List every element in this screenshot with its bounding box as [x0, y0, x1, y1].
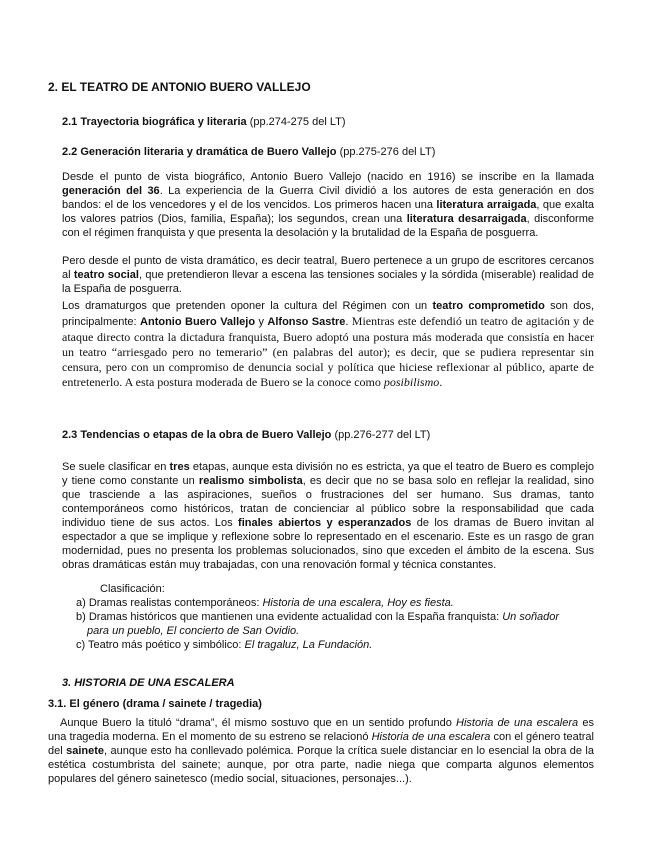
- clasificacion-label: Clasificación:: [100, 583, 165, 595]
- list-item-b: b) Dramas históricos que mantienen una evidente actualidad con la España franquista: Un soñador: [76, 611, 560, 623]
- subsection-heading-3-1: 3.1. El género (drama / sainete / tragedia): [48, 698, 262, 710]
- paragraph-etapas: Se suele clasificar en tres etapas, aunque esta división no es estricta, ya que el teatro de Buero es complejo y tiene como constante un realismo simbolista, es decir que no se basa solo en reflejar la realidad, sino que trasciende a las aspiraciones, sueños o frustraciones del ser humano. Sus dramas, tanto contemporáneos como históricos, tratan de concienciar al público sobre la responsabilidad que cada individuo tiene de sus actos. Los finales abiertos y esperanzados de los dramas de Buero invitan al espectador a que se implique y reflexione sobre lo representado en el escenario. Este es un rasgo de gran modernidad, pues no presenta los problemas solucionados, sino que exceden el ámbito de la escena. Sus obras dramáticas están muy trabajadas, con una renovación formal y técnica constantes.: [62, 461, 594, 571]
- section-heading-3: 3. HISTORIA DE UNA ESCALERA: [62, 677, 235, 689]
- section-heading-2: 2. EL TEATRO DE ANTONIO BUERO VALLEJO: [48, 80, 311, 94]
- paragraph-posibilismo: Los dramaturgos que pretenden oponer la cultura del Régimen con un teatro comprometido son dos, principalmente: Antonio Buero Vallejo y Alfonso Sastre. Mientras este defendió un teatro de agitación y de ataque directo contra la dictadura franquista, Buero adoptó una postura más moderada que consistía en hacer un teatro “arriesgado pero no temerario” (en palabras del autor); es decir, que se pudiera representar sin censura, pero con un compromiso de denuncia social y política que hiciese reflexionar al público, aparte de entretenerlo. A esta postura moderada de Buero se la conoce como posibilismo.: [62, 300, 594, 389]
- paragraph-teatro-social: Pero desde el punto de vista dramático, es decir teatral, Buero pertenece a un grupo de escritores cercanos al teatro social, que pretendieron llevar a escena las tensiones sociales y la sórdida (miserable) realidad de la España de posguerra.: [62, 255, 594, 295]
- list-item-a: a) Dramas realistas contemporáneos: Historia de una escalera, Hoy es fiesta.: [76, 597, 454, 609]
- subsection-heading-2-3: 2.3 Tendencias o etapas de la obra de Buero Vallejo (pp.276-277 del LT): [62, 429, 431, 441]
- subsection-heading-2-1: 2.1 Trayectoria biográfica y literaria (pp.274-275 del LT): [62, 116, 346, 128]
- paragraph-genero: Aunque Buero la tituló “drama”, él mismo sostuvo que en un sentido profundo Historia de una escalera es una tragedia moderna. En el momento de su estreno se relacionó Historia de una escalera con el género teatral del sainete, aunque esto ha conllevado polémica. Porque la crítica suele distanciar en lo esencial la obra de la estética costumbrista del sainete; aunque, por otra parte, nadie niega que comparta algunos elementos populares del género sainetesco (medio social, situaciones, personajes...).: [48, 717, 594, 785]
- subsection-heading-2-2: 2.2 Generación literaria y dramática de Buero Vallejo (pp.275-276 del LT): [62, 146, 436, 158]
- list-item-c: c) Teatro más poético y simbólico: El tragaluz, La Fundación.: [76, 639, 373, 651]
- list-item-b-continuation: para un pueblo, El concierto de San Ovidio.: [87, 625, 300, 637]
- paragraph-generacion: Desde el punto de vista biográfico, Antonio Buero Vallejo (nacido en 1916) se inscribe en la llamada generación del 36. La experiencia de la Guerra Civil dividió a los autores de esta generación en dos bandos: el de los vencedores y el de los vencidos. Los primeros hacen una literatura arraigada, que exalta los valores patrios (Dios, familia, España); los segundos, crean una literatura desarraigada, disconforme con el régimen franquista y que presenta la desolación y la brutalidad de la España de posguerra.: [62, 171, 595, 239]
